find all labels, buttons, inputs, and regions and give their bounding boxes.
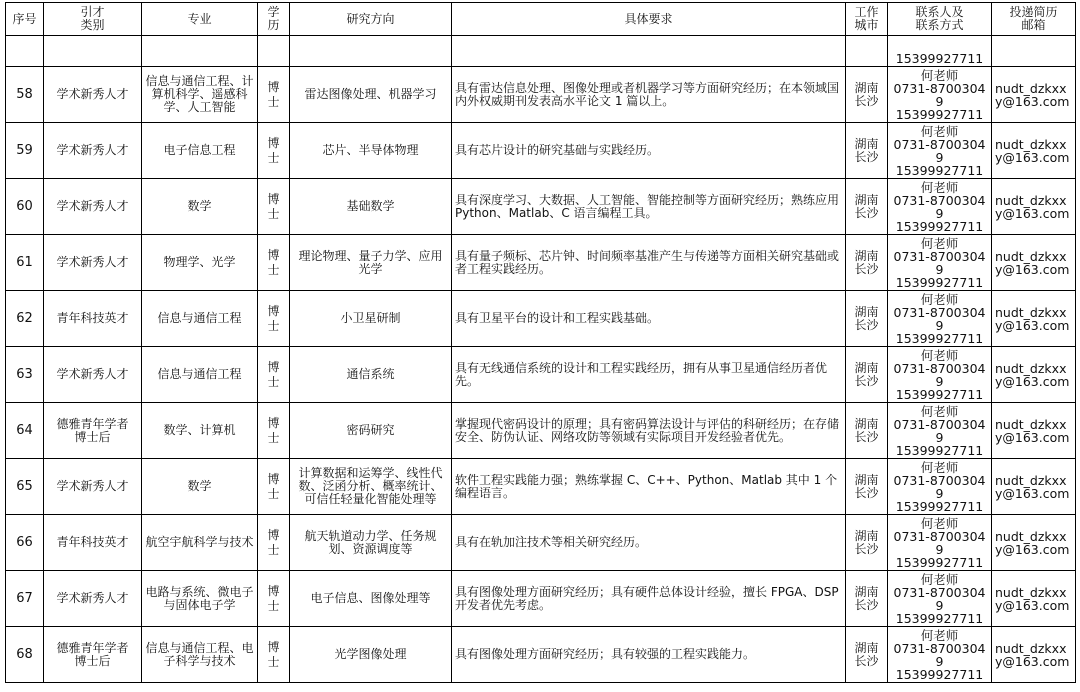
city-cell: 湖南 长沙 — [846, 627, 888, 683]
contact-cell — [888, 123, 992, 179]
email-cell: nudt_dzkxx y@163.com — [992, 179, 1076, 235]
table-row — [6, 571, 1076, 627]
contact-cell: 15399927711 — [888, 36, 992, 67]
contact-name: 何老师 — [920, 347, 959, 363]
contact-name: 何老师 — [920, 123, 959, 139]
row-index: 58 — [6, 67, 44, 123]
row-index: 62 — [6, 291, 44, 347]
contact-cell — [888, 403, 992, 459]
contact-tel: 0731-8700304 — [893, 528, 986, 544]
requirements-cell: 具有在轨加注技术等相关研究经历。 — [452, 515, 846, 571]
email-cell: nudt_dzkxx y@163.com — [992, 515, 1076, 571]
table-row-fragment — [6, 36, 1076, 67]
table-header-row — [6, 3, 1076, 36]
header-requirements: 具体要求 — [452, 3, 846, 36]
talent-category: 学术新秀人才 — [44, 123, 142, 179]
major-cell: 信息与通信工程、电子科学与技术 — [142, 627, 258, 683]
research-direction: 光学图像处理 — [290, 627, 452, 683]
contact-tel-tail: 9 — [935, 373, 944, 389]
email-cell: nudt_dzkxx y@163.com — [992, 571, 1076, 627]
degree-cell: 博 士 — [258, 291, 290, 347]
contact-mobile: 15399927711 — [895, 162, 984, 178]
header-contact: 联系人及 联系方式 — [888, 3, 992, 36]
row-index: 63 — [6, 347, 44, 403]
contact-name: 何老师 — [920, 627, 959, 643]
contact-tel-tail: 9 — [935, 541, 944, 557]
contact-cell — [888, 459, 992, 515]
talent-category: 学术新秀人才 — [44, 347, 142, 403]
degree-cell: 博 士 — [258, 179, 290, 235]
degree-cell: 博 士 — [258, 627, 290, 683]
row-index: 64 — [6, 403, 44, 459]
talent-category: 学术新秀人才 — [44, 235, 142, 291]
table-row — [6, 123, 1076, 179]
contact-cell — [888, 179, 992, 235]
contact-mobile: 15399927711 — [895, 218, 984, 234]
talent-category: 青年科技英才 — [44, 515, 142, 571]
header-major: 专业 — [142, 3, 258, 36]
email-cell: nudt_dzkxx y@163.com — [992, 459, 1076, 515]
research-direction: 芯片、半导体物理 — [290, 123, 452, 179]
contact-mobile: 15399927711 — [895, 554, 984, 570]
research-direction: 基础数学 — [290, 179, 452, 235]
table-row — [6, 179, 1076, 235]
degree-cell: 博 士 — [258, 571, 290, 627]
contact-cell — [888, 291, 992, 347]
contact-mobile: 15399927711 — [895, 498, 984, 514]
contact-name: 何老师 — [920, 571, 959, 587]
contact-tel-tail: 9 — [935, 205, 944, 221]
degree-cell: 博 士 — [258, 403, 290, 459]
degree-cell: 博 士 — [258, 123, 290, 179]
contact-tel: 0731-8700304 — [893, 472, 986, 488]
table-row — [6, 403, 1076, 459]
city-cell: 湖南 长沙 — [846, 571, 888, 627]
degree-cell: 博 士 — [258, 459, 290, 515]
header-category: 引才 类别 — [44, 3, 142, 36]
contact-mobile: 15399927711 — [895, 274, 984, 290]
research-direction: 理论物理、量子力学、应用光学 — [290, 235, 452, 291]
contact-mobile: 15399927711 — [895, 666, 984, 682]
requirements-cell: 具有图像处理方面研究经历；具有较强的工程实践能力。 — [452, 627, 846, 683]
research-direction: 小卫星研制 — [290, 291, 452, 347]
contact-name: 何老师 — [920, 459, 959, 475]
contact-mobile: 15399927711 — [895, 610, 984, 626]
city-cell: 湖南 长沙 — [846, 123, 888, 179]
research-direction: 电子信息、图像处理等 — [290, 571, 452, 627]
contact-cell — [888, 235, 992, 291]
talent-category: 学术新秀人才 — [44, 179, 142, 235]
contact-cell — [888, 571, 992, 627]
header-degree: 学 历 — [258, 3, 290, 36]
email-cell: nudt_dzkxx y@163.com — [992, 627, 1076, 683]
degree-cell: 博 士 — [258, 67, 290, 123]
contact-name: 何老师 — [920, 67, 959, 83]
contact-tel-tail: 9 — [935, 653, 944, 669]
talent-category: 青年科技英才 — [44, 291, 142, 347]
contact-cell — [888, 515, 992, 571]
degree-cell: 博 士 — [258, 347, 290, 403]
talent-category: 德雅青年学者 博士后 — [44, 403, 142, 459]
email-cell: nudt_dzkxx y@163.com — [992, 123, 1076, 179]
major-cell: 电子信息工程 — [142, 123, 258, 179]
major-cell: 航空宇航科学与技术 — [142, 515, 258, 571]
row-index: 61 — [6, 235, 44, 291]
contact-mobile: 15399927711 — [895, 386, 984, 402]
contact-tel: 0731-8700304 — [893, 640, 986, 656]
row-index: 59 — [6, 123, 44, 179]
major-cell: 数学 — [142, 459, 258, 515]
table-row — [6, 291, 1076, 347]
city-cell: 湖南 长沙 — [846, 515, 888, 571]
contact-tel-tail: 9 — [935, 429, 944, 445]
table-row — [6, 459, 1076, 515]
email-cell: nudt_dzkxx y@163.com — [992, 403, 1076, 459]
table-row — [6, 627, 1076, 683]
requirements-cell: 具有无线通信系统的设计和工程实践经历，拥有从事卫星通信经历者优先。 — [452, 347, 846, 403]
city-cell: 湖南 长沙 — [846, 403, 888, 459]
talent-category: 学术新秀人才 — [44, 459, 142, 515]
contact-name: 何老师 — [920, 235, 959, 251]
requirements-cell: 具有卫星平台的设计和工程实践基础。 — [452, 291, 846, 347]
talent-category: 德雅青年学者 博士后 — [44, 627, 142, 683]
contact-name: 何老师 — [920, 515, 959, 531]
row-index: 60 — [6, 179, 44, 235]
requirements-cell: 具有芯片设计的研究基础与实践经历。 — [452, 123, 846, 179]
city-cell: 湖南 长沙 — [846, 67, 888, 123]
table-row — [6, 67, 1076, 123]
contact-tel: 0731-8700304 — [893, 192, 986, 208]
contact-name: 何老师 — [920, 403, 959, 419]
talent-category: 学术新秀人才 — [44, 571, 142, 627]
requirements-cell: 具有深度学习、大数据、人工智能、智能控制等方面研究经历；熟练应用 Python、Matlab、C 语言编程工具。 — [452, 179, 846, 235]
contact-name: 何老师 — [920, 179, 959, 195]
contact-tel: 0731-8700304 — [893, 416, 986, 432]
city-cell: 湖南 长沙 — [846, 347, 888, 403]
row-index: 65 — [6, 459, 44, 515]
row-index: 66 — [6, 515, 44, 571]
email-cell: nudt_dzkxx y@163.com — [992, 235, 1076, 291]
city-cell: 湖南 长沙 — [846, 235, 888, 291]
research-direction: 计算数据和运筹学、线性代数、泛函分析、概率统计、可信任轻量化智能处理等 — [290, 459, 452, 515]
row-index: 68 — [6, 627, 44, 683]
research-direction: 密码研究 — [290, 403, 452, 459]
contact-tel: 0731-8700304 — [893, 584, 986, 600]
contact-tel-tail: 9 — [935, 317, 944, 333]
contact-mobile: 15399927711 — [895, 330, 984, 346]
contact-name: 何老师 — [920, 291, 959, 307]
contact-tel: 0731-8700304 — [893, 304, 986, 320]
table-row — [6, 515, 1076, 571]
degree-cell: 博 士 — [258, 235, 290, 291]
row-index: 67 — [6, 571, 44, 627]
email-cell: nudt_dzkxx y@163.com — [992, 347, 1076, 403]
contact-tel-tail: 9 — [935, 597, 944, 613]
requirements-cell: 掌握现代密码设计的原理；具有密码算法设计与评估的科研经历；在存储安全、防伪认证、网络攻防等领域有实际项目开发经验者优先。 — [452, 403, 846, 459]
contact-tel: 0731-8700304 — [893, 360, 986, 376]
contact-tel-tail: 9 — [935, 93, 944, 109]
contact-cell — [888, 627, 992, 683]
research-direction: 航天轨道动力学、任务规划、资源调度等 — [290, 515, 452, 571]
header-city: 工作 城市 — [846, 3, 888, 36]
header-email: 投递简历 邮箱 — [992, 3, 1076, 36]
contact-tel: 0731-8700304 — [893, 136, 986, 152]
contact-mobile: 15399927711 — [895, 106, 984, 122]
contact-tel: 0731-8700304 — [893, 248, 986, 264]
requirements-cell: 具有雷达信息处理、图像处理或者机器学习等方面研究经历；在本领域国内外权威期刊发表高水平论文 1 篇以上。 — [452, 67, 846, 123]
city-cell: 湖南 长沙 — [846, 459, 888, 515]
header-research: 研究方向 — [290, 3, 452, 36]
city-cell: 湖南 长沙 — [846, 291, 888, 347]
major-cell: 数学 — [142, 179, 258, 235]
major-cell: 数学、计算机 — [142, 403, 258, 459]
degree-cell: 博 士 — [258, 515, 290, 571]
major-cell: 信息与通信工程 — [142, 291, 258, 347]
contact-tel-tail: 9 — [935, 485, 944, 501]
major-cell: 物理学、光学 — [142, 235, 258, 291]
research-direction: 雷达图像处理、机器学习 — [290, 67, 452, 123]
city-cell: 湖南 长沙 — [846, 179, 888, 235]
talent-category: 学术新秀人才 — [44, 67, 142, 123]
contact-mobile: 15399927711 — [895, 442, 984, 458]
table-row — [6, 235, 1076, 291]
contact-cell — [888, 347, 992, 403]
requirements-cell: 具有图像处理方面研究经历；具有硬件总体设计经验，擅长 FPGA、DSP 开发者优先考虑。 — [452, 571, 846, 627]
contact-cell — [888, 67, 992, 123]
major-cell: 电路与系统、微电子与固体电子学 — [142, 571, 258, 627]
table-row — [6, 347, 1076, 403]
contact-tel-tail: 9 — [935, 149, 944, 165]
contact-tel: 0731-8700304 — [893, 80, 986, 96]
requirements-cell: 软件工程实践能力强；熟练掌握 C、C++、Python、Matlab 其中 1 个编程语言。 — [452, 459, 846, 515]
contact-tel-tail: 9 — [935, 261, 944, 277]
email-cell: nudt_dzkxx y@163.com — [992, 67, 1076, 123]
research-direction: 通信系统 — [290, 347, 452, 403]
header-index: 序号 — [6, 3, 44, 36]
recruitment-table — [5, 2, 1076, 683]
email-cell: nudt_dzkxx y@163.com — [992, 291, 1076, 347]
major-cell: 信息与通信工程、计算机科学、遥感科学、人工智能 — [142, 67, 258, 123]
requirements-cell: 具有量子频标、芯片钟、时间频率基准产生与传递等方面相关研究基础或者工程实践经历。 — [452, 235, 846, 291]
major-cell: 信息与通信工程 — [142, 347, 258, 403]
